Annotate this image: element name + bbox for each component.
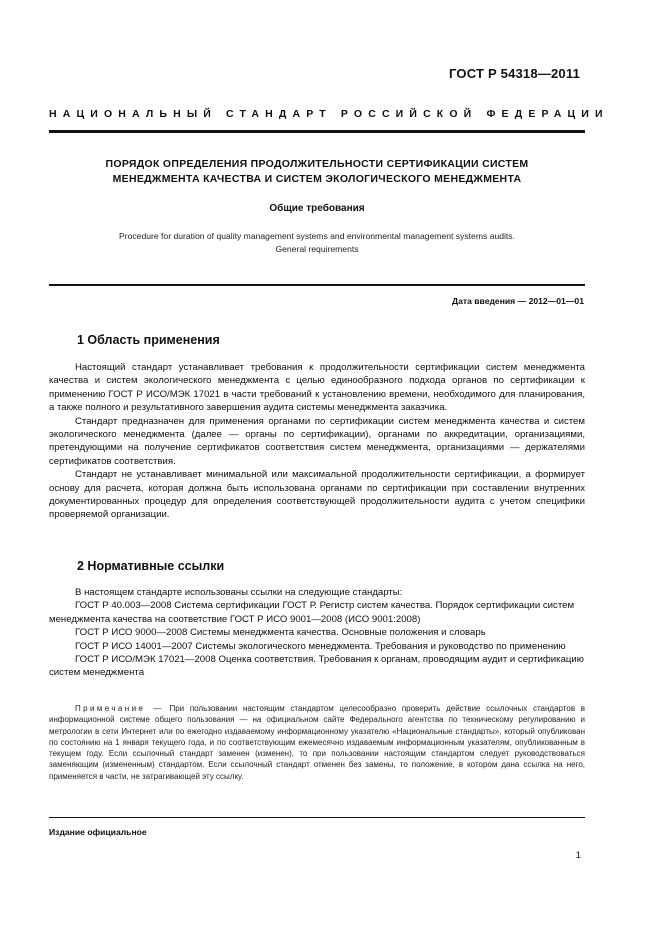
title-line-2: МЕНЕДЖМЕНТА КАЧЕСТВА И СИСТЕМ ЭКОЛОГИЧЕСКОГО МЕНЕДЖМЕНТА [112, 173, 522, 185]
reference-item: ГОСТ Р ИСО/МЭК 17021—2008 Оценка соответствия. Требования к органам, проводящим аудит и сертификацию систем менеджмента [49, 654, 584, 679]
section-1-paragraph-2: Стандарт предназначен для применения органами по сертификации систем менеджмента качества и систем экологического менеджмента (далее — органы по сертификации), органами по аккредитации, организациями, претендующими на получение сертификатов соответствия систем менеджмента, организациями — держателями сертификатов соответствия. [49, 415, 585, 467]
national-standard-banner: НАЦИОНАЛЬНЫЙ СТАНДАРТ РОССИЙСКОЙ ФЕДЕРАЦИИ [49, 108, 609, 120]
official-edition-label: Издание официальное [49, 827, 147, 837]
reference-item: ГОСТ Р ИСО 9000—2008 Системы менеджмента качества. Основные положения и словарь [75, 627, 486, 639]
english-title [49, 230, 585, 255]
introduction-date: Дата введения — 2012—01—01 [451, 296, 584, 306]
document-title [49, 157, 585, 187]
header-divider [49, 130, 585, 133]
footer-divider [49, 817, 585, 818]
note-text: При пользовании настоящим стандартом целесообразно проверить действие ссылочных стандартов в информационной системе общего пользования — на официальном сайте Федерального агентства по техническому регулированию и метрологии в сети Интернет или по ежегодно издаваемому информационному указателю «Национальные стандарты», который опубликован по состоянию на 1 января текущего года, и по соответствующим ежемесячно издаваемым информационным указателям, опубликованным в текущем году. Если ссылочный стандарт заменен (изменен), то при пользовании настоящим стандартом следует руководствоваться заменяющим (измененным) стандартом. Если ссылочный стандарт отменен без замены, то положение, в котором дана ссылка на него, применяется в части, не затрагивающей эту ссылку. [49, 704, 586, 781]
gost-number: ГОСТ Р 54318—2011 [449, 66, 580, 81]
section-1-paragraph-3: Стандарт не устанавливает минимальной или максимальной продолжительности сертификации, а формирует основу для расчета, которая должна быть использована органами по сертификации при составлении внутренних документированных процедур для определения соответствующей продолжительности аудита с учетом специфики проверяемой организации. [49, 469, 585, 521]
document-subtitle: Общие требования [269, 203, 365, 214]
english-title-line-2: General requirements [275, 243, 359, 254]
section-2-heading: 2 Нормативные ссылки [77, 559, 225, 573]
note-block [49, 703, 585, 782]
section-1-heading: 1 Область применения [77, 333, 220, 347]
references-intro: В настоящем стандарте использованы ссылки на следующие стандарты: [75, 587, 403, 598]
english-title-line-1: Procedure for duration of quality management systems and environmental management systems audits. [119, 231, 515, 241]
page-number: 1 [575, 850, 581, 861]
section-1-body [49, 361, 585, 522]
title-line-1: ПОРЯДОК ОПРЕДЕЛЕНИЯ ПРОДОЛЖИТЕЛЬНОСТИ СЕРТИФИКАЦИИ СИСТЕМ [105, 158, 529, 170]
reference-item: ГОСТ Р 40.003—2008 Система сертификации ГОСТ Р. Регистр систем качества. Порядок сертификации систем менеджмента качества на соответствие ГОСТ Р ИСО 9001—2008 (ИСО 9001:2008) [49, 600, 575, 625]
note-label: Примечание — [75, 704, 164, 713]
section-2-body [49, 586, 585, 680]
section-1-paragraph-1: Настоящий стандарт устанавливает требования к продолжительности сертификации систем менеджмента качества и систем экологического менеджмента с целью единообразного подхода органов по сертификации к применению ГОСТ Р ИСО/МЭК 17021 в части требований к установлению времени, необходимого для планирования, а также полного и результативного завершения аудита системы менеджмента заказчика. [49, 362, 585, 414]
title-divider [49, 284, 585, 286]
reference-item: ГОСТ Р ИСО 14001—2007 Системы экологического менеджмента. Требования и руководство по применению [75, 640, 566, 652]
